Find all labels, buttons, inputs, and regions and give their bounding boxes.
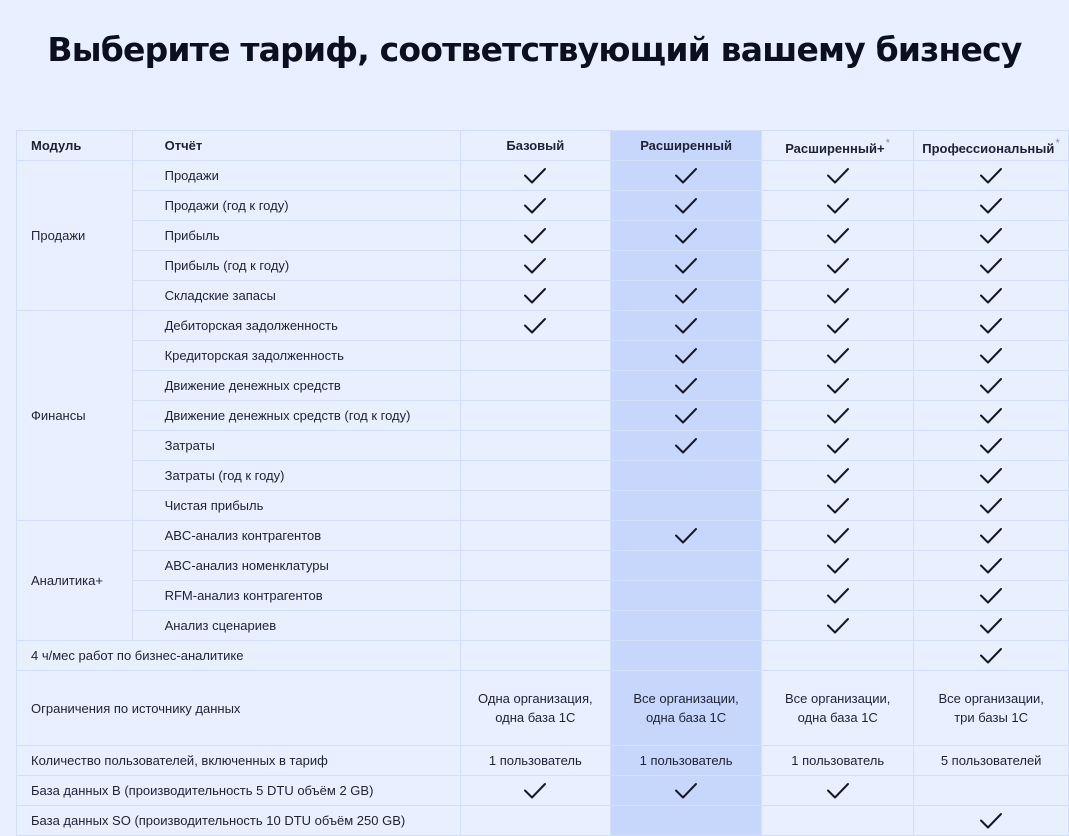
plan-cell [914,371,1069,401]
check-icon [826,407,850,425]
check-icon [979,197,1003,215]
plan-cell [611,491,762,521]
plan-cell [460,191,610,221]
plan-cell [611,161,762,191]
report-name: Дебиторская задолженность [132,311,460,341]
check-icon [674,227,698,245]
plan-value [460,671,610,746]
plan-cell [762,611,914,641]
table-row [17,671,1069,746]
check-icon [979,287,1003,305]
plan-cell [914,611,1069,641]
plan-name: Базовый [506,138,565,153]
plan-value-line: Одна организация, [478,691,593,706]
table-row [17,461,1069,491]
check-icon [826,527,850,545]
check-icon [979,497,1003,515]
plan-cell [460,776,610,806]
plan-cell [762,431,914,461]
plan-value-line: 1 пользователь [791,753,885,768]
check-icon [826,467,850,485]
table-row [17,746,1069,776]
plan-cell [611,431,762,461]
plan-cell [611,371,762,401]
check-icon [979,407,1003,425]
plan-cell [762,191,914,221]
plan-cell [762,806,914,836]
check-icon [979,377,1003,395]
header-report: Отчёт [132,131,460,161]
report-name: Прибыль (год к году) [132,251,460,281]
plan-value-line: Все организации, [633,691,739,706]
check-icon [674,257,698,275]
plan-value [611,671,762,746]
plan-cell [762,776,914,806]
check-icon [979,437,1003,455]
check-icon [523,167,547,185]
plan-cell [460,551,610,581]
plan-cell [914,341,1069,371]
plan-cell [762,161,914,191]
plan-value [914,746,1069,776]
table-row [17,191,1069,221]
plan-cell [762,401,914,431]
plan-cell [914,521,1069,551]
table-row [17,776,1069,806]
report-name: Продажи (год к году) [132,191,460,221]
plan-cell [460,161,610,191]
plan-cell [914,551,1069,581]
report-name: ABC-анализ номенклатуры [132,551,460,581]
plan-cell [914,431,1069,461]
plan-cell [762,641,914,671]
check-icon [979,527,1003,545]
check-icon [674,437,698,455]
plan-cell [762,581,914,611]
plan-value-line: три базы 1С [954,710,1029,725]
plan-cell [914,311,1069,341]
check-icon [523,287,547,305]
report-name: RFM-анализ контрагентов [132,581,460,611]
tariff-comparison-table [16,130,1069,836]
module-name: Аналитика+ [17,521,133,641]
table-row [17,521,1069,551]
table-row [17,806,1069,836]
check-icon [674,287,698,305]
table-row [17,431,1069,461]
table-row [17,401,1069,431]
plan-cell [611,641,762,671]
plan-cell [611,281,762,311]
check-icon [826,437,850,455]
plan-cell [460,461,610,491]
report-name: Затраты [132,431,460,461]
plan-name: Расширенный [640,138,732,153]
check-icon [674,317,698,335]
check-icon [826,227,850,245]
plan-cell [460,491,610,521]
report-name: Чистая прибыль [132,491,460,521]
report-name: Складские запасы [132,281,460,311]
check-icon [979,557,1003,575]
plan-cell [460,611,610,641]
plan-cell [460,341,610,371]
header-plan-extended [611,131,762,161]
check-icon [826,257,850,275]
feature-label: Ограничения по источнику данных [17,671,461,746]
plan-cell [460,401,610,431]
table-row [17,551,1069,581]
table-row [17,161,1069,191]
check-icon [826,587,850,605]
plan-cell [762,551,914,581]
plan-cell [762,491,914,521]
plan-cell [611,251,762,281]
plan-cell [762,221,914,251]
check-icon [979,812,1003,830]
plan-cell [460,311,610,341]
plan-cell [914,161,1069,191]
page-title: Выберите тариф, соответствующий вашему бизнесу [47,30,1022,69]
plan-name: Расширенный+ [785,140,885,156]
plan-cell [460,281,610,311]
plan-cell [611,191,762,221]
header-module: Модуль [17,131,133,161]
report-name: ABC-анализ контрагентов [132,521,460,551]
plan-value-line: одна база 1С [797,710,878,725]
plan-cell [914,581,1069,611]
check-icon [979,617,1003,635]
check-icon [674,377,698,395]
plan-cell [611,221,762,251]
module-name: Продажи [17,161,133,311]
check-icon [523,227,547,245]
header-plan-extended-plus [762,131,914,161]
plan-cell [762,341,914,371]
plan-cell [914,191,1069,221]
plan-cell [762,461,914,491]
plan-cell [762,281,914,311]
plan-cell [762,371,914,401]
check-icon [523,782,547,800]
plan-value [762,671,914,746]
plan-cell [914,251,1069,281]
check-icon [826,557,850,575]
plan-cell [914,806,1069,836]
table-row [17,311,1069,341]
plan-cell [611,776,762,806]
check-icon [979,467,1003,485]
plan-cell [914,776,1069,806]
plan-cell [611,806,762,836]
plan-cell [460,641,610,671]
table-row [17,371,1069,401]
plan-cell [460,251,610,281]
table-row [17,281,1069,311]
check-icon [523,317,547,335]
check-icon [674,407,698,425]
feature-label: 4 ч/мес работ по бизнес-аналитике [17,641,461,671]
footnote-star: * [885,135,891,150]
plan-value [762,746,914,776]
check-icon [979,227,1003,245]
check-icon [826,197,850,215]
report-name: Движение денежных средств (год к году) [132,401,460,431]
check-icon [826,317,850,335]
plan-value-line: Все организации, [785,691,891,706]
plan-cell [460,371,610,401]
plan-cell [611,551,762,581]
table-row [17,581,1069,611]
report-name: Движение денежных средств [132,371,460,401]
plan-value [914,671,1069,746]
plan-value [460,746,610,776]
plan-value-line: одна база 1С [495,710,576,725]
check-icon [674,167,698,185]
plan-value-line: одна база 1С [645,710,727,725]
check-icon [979,257,1003,275]
check-icon [523,257,547,275]
plan-cell [611,461,762,491]
plan-cell [762,521,914,551]
plan-name: Профессиональный [922,140,1055,156]
check-icon [826,617,850,635]
header-plan-professional [914,131,1069,161]
check-icon [979,347,1003,365]
check-icon [674,347,698,365]
table-row [17,341,1069,371]
report-name: Прибыль [132,221,460,251]
plan-cell [611,611,762,641]
plan-cell [460,521,610,551]
table-row [17,491,1069,521]
plan-cell [914,221,1069,251]
plan-cell [460,806,610,836]
plan-value-line: Все организации, [938,691,1044,706]
plan-cell [762,251,914,281]
plan-cell [914,491,1069,521]
check-icon [826,377,850,395]
check-icon [826,167,850,185]
table-row [17,641,1069,671]
check-icon [826,782,850,800]
plan-cell [914,281,1069,311]
plan-cell [611,311,762,341]
plan-cell [914,401,1069,431]
plan-cell [762,311,914,341]
plan-cell [611,581,762,611]
table-row [17,251,1069,281]
feature-label: Количество пользователей, включенных в тариф [17,746,461,776]
plan-cell [611,401,762,431]
header-plan-basic [460,131,610,161]
report-name: Анализ сценариев [132,611,460,641]
table-row [17,611,1069,641]
check-icon [979,167,1003,185]
plan-cell [460,431,610,461]
check-icon [674,197,698,215]
check-icon [826,497,850,515]
check-icon [523,197,547,215]
check-icon [979,317,1003,335]
report-name: Кредиторская задолженность [132,341,460,371]
check-icon [826,287,850,305]
report-name: Затраты (год к году) [132,461,460,491]
plan-cell [460,221,610,251]
plan-cell [460,581,610,611]
table-header-row [17,131,1069,161]
check-icon [979,587,1003,605]
plan-value [611,746,762,776]
plan-value-line: 1 пользователь [488,753,582,768]
feature-label: База данных B (производительность 5 DTU объём 2 GB) [17,776,461,806]
plan-cell [611,521,762,551]
check-icon [979,647,1003,665]
plan-cell [914,641,1069,671]
check-icon [674,782,698,800]
plan-cell [914,461,1069,491]
table-row [17,221,1069,251]
check-icon [674,527,698,545]
footnote-star: * [1055,135,1061,150]
plan-cell [611,341,762,371]
plan-value-line: 1 пользователь [639,753,733,768]
plan-value-line: 5 пользователей [940,753,1042,768]
feature-label: База данных SO (производительность 10 DTU объём 250 GB) [17,806,461,836]
module-name: Финансы [17,311,133,521]
report-name: Продажи [132,161,460,191]
check-icon [826,347,850,365]
